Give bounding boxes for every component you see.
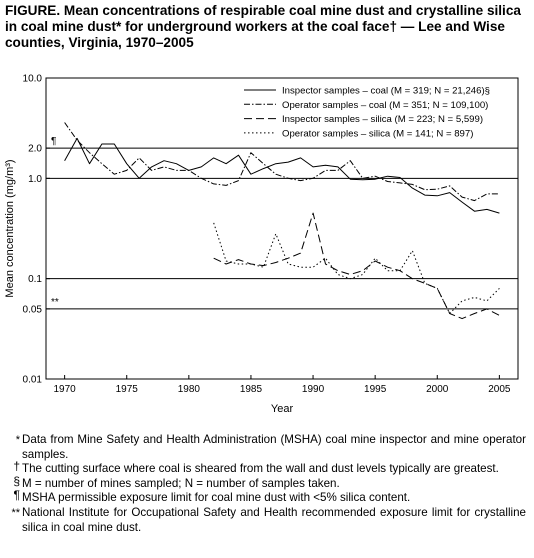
- y-tick-label: 0.01: [22, 374, 42, 386]
- legend-label: Operator samples – silica (M = 141; N = 897): [282, 128, 474, 140]
- footnote-m-n-definition: [4, 473, 526, 492]
- footnote-text: The cutting surface where coal is sheared from the wall and dust levels typically are greatest.: [22, 462, 499, 476]
- x-tick-label: 1975: [115, 384, 138, 395]
- legend-label: Inspector samples – coal (M = 319; N = 21,246)§: [282, 85, 490, 97]
- x-tick-label: 1985: [239, 384, 263, 395]
- footnote-text: MSHA permissible exposure limit for coal mine dust with <5% silica content.: [22, 491, 411, 505]
- y-tick-label: 0.1: [28, 274, 42, 286]
- footnote-niosh-limit: [4, 506, 526, 535]
- footnote-data-source: [4, 433, 526, 462]
- footnote-symbol: *: [15, 434, 20, 446]
- legend-label: Inspector samples – silica (M = 223; N = 5,599): [282, 114, 484, 126]
- x-tick-label: 1980: [177, 384, 200, 395]
- x-tick-label: 1970: [53, 384, 76, 395]
- footnotes: [4, 433, 526, 535]
- reference-marker: ¶: [51, 136, 57, 148]
- y-tick-label: 0.05: [22, 304, 42, 316]
- footnote-symbol: †: [13, 459, 20, 474]
- reference-lines: [46, 136, 518, 309]
- y-tick-label: 2.0: [28, 143, 42, 155]
- footnote-symbol: ¶: [13, 488, 20, 503]
- series-line: [214, 213, 500, 319]
- footnote-text: National Institute for Occupational Safety and Health recommended exposure limit for crystalline silica in coal mine dust.: [22, 505, 526, 534]
- series-lines: [65, 123, 500, 319]
- figure-title: FIGURE. Mean concentrations of respirable coal mine dust and crystalline silica in coal mine dust* for underground workers at the coal face† — Lee and Wise counties, Virginia, 1970–2005: [5, 3, 521, 50]
- x-tick-label: 1995: [364, 384, 387, 395]
- footnote-symbol: **: [11, 506, 20, 519]
- series-line: [65, 138, 500, 213]
- line-chart: [0, 66, 534, 428]
- y-axis-label: Mean concentration (mg/m³): [4, 159, 16, 298]
- footnote-coal-face: [4, 459, 526, 477]
- footnote-text: Data from Mine Safety and Health Administration (MSHA) coal mine inspector and mine operator samples.: [22, 433, 526, 461]
- legend: [244, 86, 490, 140]
- y-tick-label: 10.0: [22, 73, 42, 85]
- x-tick-label: 1990: [301, 384, 325, 395]
- x-tick-label: 2000: [426, 384, 449, 395]
- footnote-msha-limit: [4, 488, 526, 506]
- footnote-text: M = number of mines sampled; N = number of samples taken.: [22, 476, 340, 490]
- x-tick-label: 2005: [488, 384, 511, 395]
- legend-label: Operator samples – coal (M = 351; N = 109,100): [282, 99, 489, 111]
- x-axis-label: Year: [270, 403, 294, 415]
- x-axis: [54, 375, 511, 415]
- footnote-symbol: §: [13, 473, 20, 488]
- reference-marker: **: [51, 296, 59, 308]
- y-tick-label: 1.0: [28, 173, 42, 185]
- y-axis: [4, 74, 50, 386]
- series-line: [214, 223, 500, 314]
